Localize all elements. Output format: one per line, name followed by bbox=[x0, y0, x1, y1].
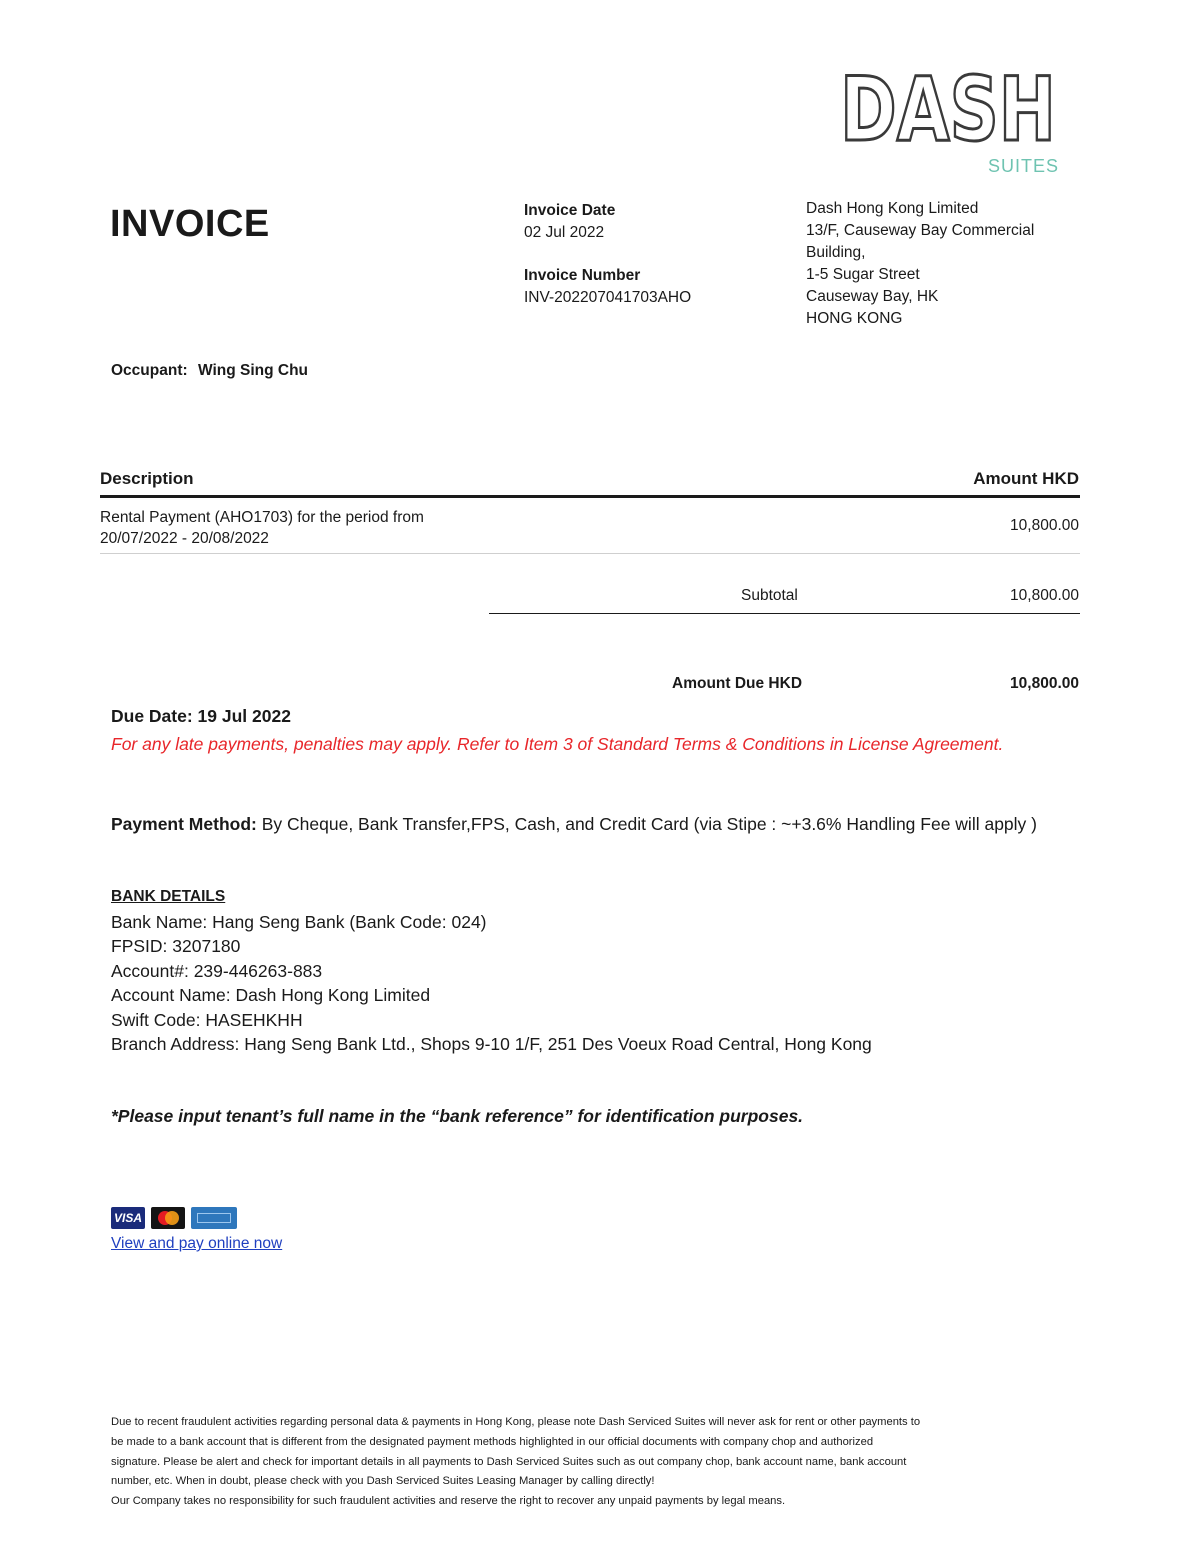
pay-online-link[interactable]: View and pay online now bbox=[111, 1235, 283, 1252]
late-payment-notice: For any late payments, penalties may apply. Refer to Item 3 of Standard Terms & Conditions in License Agreement. bbox=[111, 734, 1004, 754]
payment-method bbox=[111, 810, 1051, 838]
address-line: Building, bbox=[806, 244, 866, 261]
invoice-number: INV-202207041703AHO bbox=[524, 289, 692, 306]
table-header-rule bbox=[100, 495, 1080, 498]
mastercard-icon bbox=[151, 1207, 185, 1229]
occupant-name: Wing Sing Chu bbox=[197, 362, 309, 379]
table-row-description bbox=[100, 507, 480, 549]
table-row-amount: 10,800.00 bbox=[1010, 517, 1079, 534]
amount-due-label: Amount Due HKD bbox=[672, 675, 803, 692]
fps-id: FPSID: 3207180 bbox=[111, 936, 241, 956]
subtotal-label: Subtotal bbox=[741, 587, 798, 604]
description-line: Rental Payment (AHO1703) for the period from bbox=[100, 509, 424, 526]
bank-details bbox=[111, 885, 872, 1057]
swift-code: Swift Code: HASEHKHH bbox=[111, 1009, 303, 1030]
amount-due: 10,800.00 bbox=[1010, 675, 1079, 692]
subtotal-amount: 10,800.00 bbox=[1010, 587, 1079, 604]
identification-note: *Please input tenant’s full name in the “bank reference” for identification purposes. bbox=[111, 1106, 804, 1126]
address-line: HONG KONG bbox=[806, 310, 903, 327]
occupant bbox=[111, 362, 308, 380]
invoice-meta bbox=[524, 200, 691, 309]
address-line: 1-5 Sugar Street bbox=[806, 266, 920, 283]
disclaimer-line: signature. Please be alert and check for important details in all payments to Dash Serviced Suites such as out company chop, bank account name, bank account bbox=[111, 1455, 907, 1468]
invoice-date: 02 Jul 2022 bbox=[524, 224, 605, 241]
disclaimer-line: number, etc. When in doubt, please check with you Dash Serviced Suites Leasing Manager by calling directly! bbox=[111, 1475, 655, 1488]
subtotal-rule bbox=[489, 613, 1080, 614]
address-line: Dash Hong Kong Limited bbox=[806, 200, 979, 217]
payment-method-text: By Cheque, Bank Transfer,FPS, Cash, and Credit Card (via Stipe : ~+3.6% Handling Fee will apply ) bbox=[261, 814, 1037, 834]
page-title: INVOICE bbox=[110, 203, 270, 245]
account-number: Account#: 239-446263-883 bbox=[111, 960, 323, 981]
invoice-date-label: Invoice Date bbox=[524, 202, 616, 219]
branch-address: Branch Address: Hang Seng Bank Ltd., Shops 9-10 1/F, 251 Des Voeux Road Central, Hong Kong bbox=[111, 1034, 872, 1054]
payment-method-label: Payment Method: bbox=[111, 814, 257, 834]
amex-icon bbox=[191, 1207, 237, 1229]
due-date: Due Date: 19 Jul 2022 bbox=[111, 706, 291, 726]
dash-logo-mark bbox=[838, 58, 1063, 161]
table-row-rule bbox=[100, 553, 1080, 554]
col-header-amount: Amount HKD bbox=[973, 469, 1079, 488]
description-line: 20/07/2022 - 20/08/2022 bbox=[100, 530, 269, 547]
visa-icon: VISA bbox=[111, 1207, 145, 1229]
card-logos bbox=[111, 1207, 237, 1229]
invoice-number-label: Invoice Number bbox=[524, 267, 641, 284]
company-address bbox=[806, 198, 1066, 330]
brand-logo bbox=[838, 58, 1063, 182]
address-line: 13/F, Causeway Bay Commercial bbox=[806, 222, 1035, 239]
bank-details-heading: BANK DETAILS bbox=[111, 888, 226, 905]
disclaimer-line: Due to recent fraudulent activities regarding personal data & payments in Hong Kong, please note Dash Serviced Suites will never ask for rent or other payments to bbox=[111, 1416, 921, 1428]
logo-subtitle: SUITES bbox=[987, 156, 1059, 176]
disclaimer-line: Our Company takes no responsibility for such fraudulent activities and reserve the right to recover any unpaid payments by legal means. bbox=[111, 1495, 786, 1508]
disclaimer-line: be made to a bank account that is different from the designated payment methods highlighted in our official documents with company chop and authorized bbox=[111, 1435, 874, 1448]
occupant-label: Occupant: bbox=[111, 362, 188, 379]
col-header-description: Description bbox=[100, 469, 194, 488]
account-name: Account Name: Dash Hong Kong Limited bbox=[111, 985, 431, 1005]
address-line: Causeway Bay, HK bbox=[806, 288, 939, 305]
logo-wordmark: DASH bbox=[840, 58, 1056, 161]
bank-name: Bank Name: Hang Seng Bank (Bank Code: 024) bbox=[111, 911, 487, 932]
fraud-disclaimer bbox=[111, 1413, 1051, 1512]
